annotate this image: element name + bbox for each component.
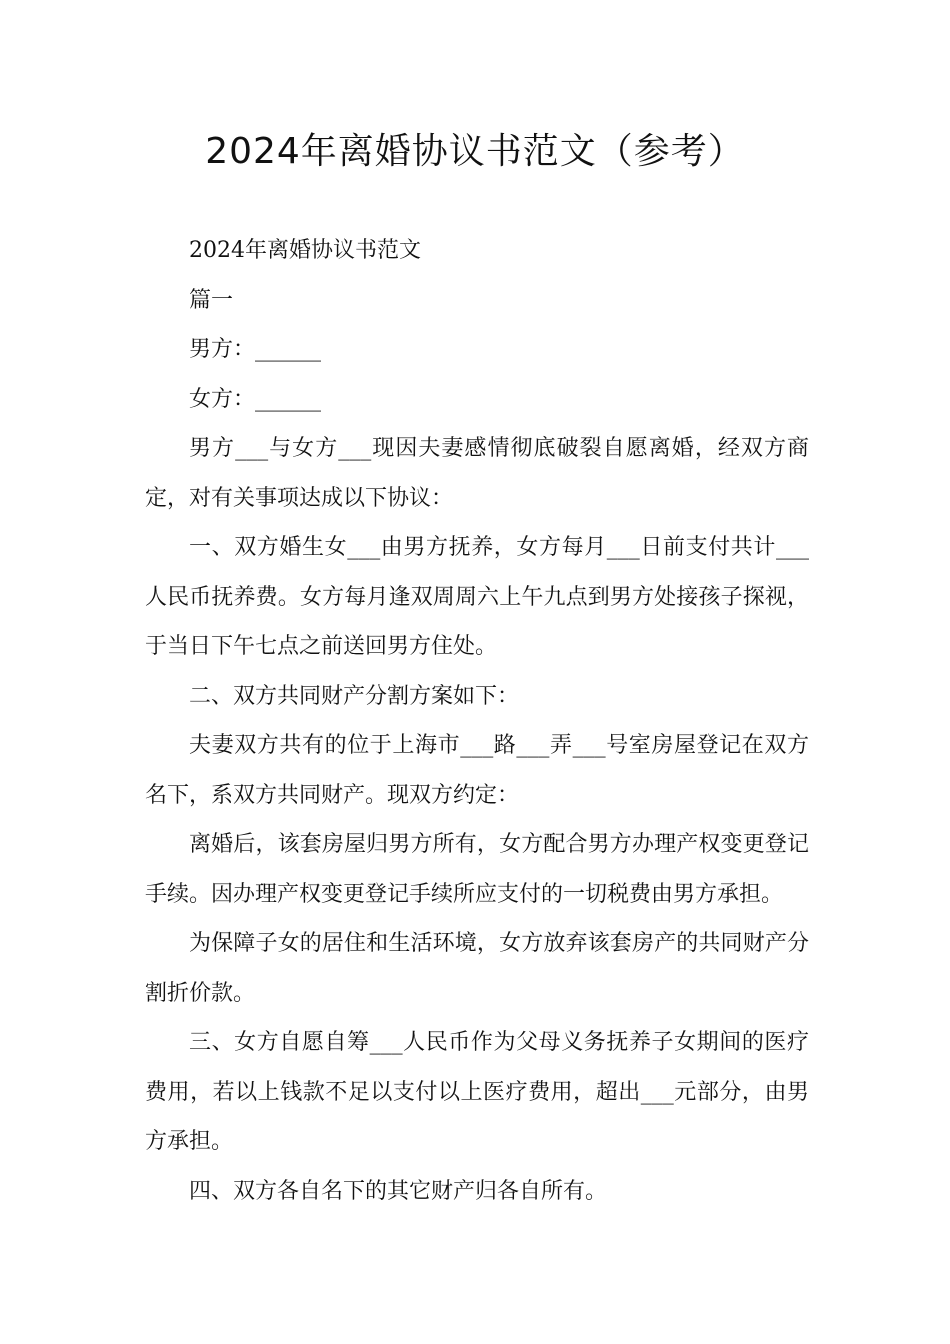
paragraph-clause-4: 四、双方各自名下的其它财产归各自所有。 [189,1178,608,1204]
paragraph-section-label: 篇一 [189,287,234,313]
paragraph-clause-3: 三、女方自愿自筹___人民币作为父母义务抚养子女期间的医疗费用，若以上钱款不足以支付以上医疗费用，超出___元部分，由男方承担。 [145,1030,809,1154]
paragraph-subtitle: 2024年离婚协议书范文 [189,238,421,263]
paragraph-house-ownership: 离婚后，该套房屋归男方所有，女方配合男方办理产权变更登记手续。因办理产权变更登记手续所应支付的一切税费由男方承担。 [145,832,809,907]
paragraph-property: 夫妻双方共有的位于上海市___路___弄___号室房屋登记在双方名下，系双方共同财产。现双方约定： [145,733,809,808]
paragraph-waiver: 为保障子女的居住和生活环境，女方放弃该套房产的共同财产分割折价款。 [145,931,809,1006]
paragraph-female-party: 女方：______ [189,386,322,412]
document-body [145,226,809,1216]
paragraph-clause-1: 一、双方婚生女___由男方抚养，女方每月___日前支付共计___人民币抚养费。女方每月逢双周周六上午九点到男方处接孩子探视，于当日下午七点之前送回男方住处。 [145,535,809,659]
paragraph-clause-2: 二、双方共同财产分割方案如下： [189,683,520,709]
document-title: 2024年离婚协议书范文（参考） [205,131,745,172]
paragraph-preamble: 男方___与女方___现因夫妻感情彻底破裂自愿离婚，经双方商定，对有关事项达成以下协议： [145,436,809,511]
paragraph-male-party: 男方：______ [189,337,322,362]
